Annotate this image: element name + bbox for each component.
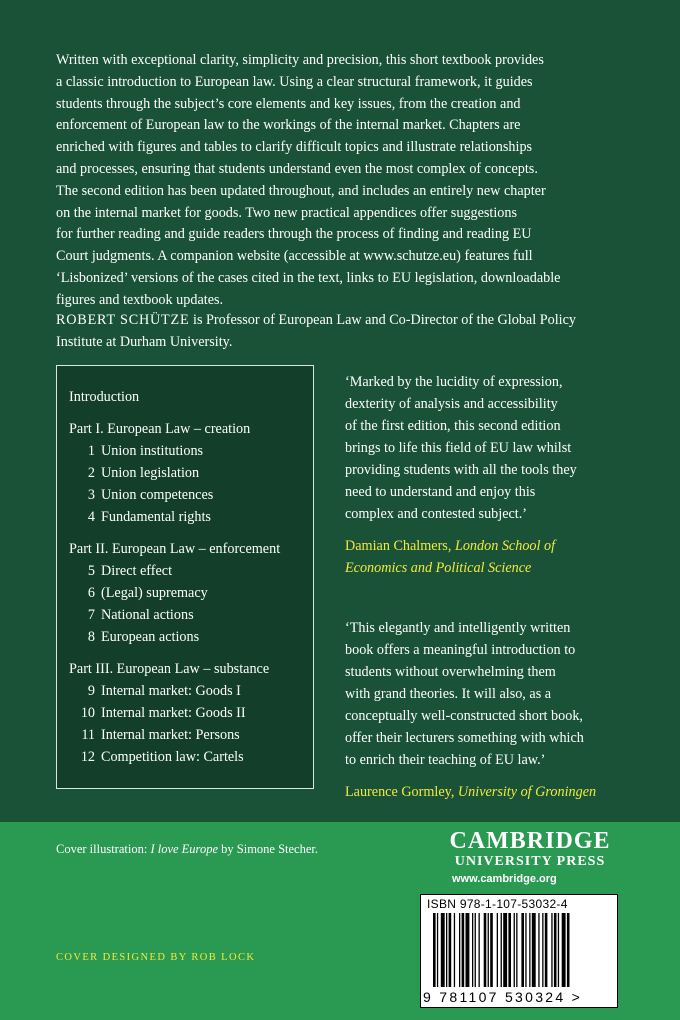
publisher-name: CAMBRIDGE [449,828,611,854]
review-quote: ‘This elegantly and intelligently written book offers a meaningful introduction to students without overwhelming them with grand theories. It will also, as a conceptually well-constructed short book, offer their lecturers something with which to enrich their teaching of EU law.’ Laurence Gormley, University of Groningen [345,617,635,803]
toc-chapter: 4 Fundamental rights [87,509,211,525]
quote-attribution: Laurence Gormley, University of Groningen [345,784,597,800]
toc-chapter: 11 Internal market: Persons [81,727,240,743]
barcode-bar [433,913,436,987]
toc-chapter: 8 European actions [87,629,200,645]
barcode-bar [446,913,447,987]
blurb-line: enriched with figures and tables to clarify difficult topics and illustrate relationships [56,139,533,156]
book-blurb [56,50,634,312]
publisher-subtitle: UNIVERSITY PRESS [454,854,606,869]
blurb-line: on the internal market for goods. Two new practical appendices offer suggestions [56,204,518,221]
barcode-bar [514,913,515,987]
barcode-bar [508,913,511,987]
isbn-digits: 9 781107 530324 > [423,989,583,1005]
barcode-bar [554,913,557,987]
blurb-line: ‘Lisbonized’ versions of the cases cited in the text, links to EU legislation, downloadable [56,269,561,286]
barcode-bar [525,913,526,987]
barcode-bar [466,913,470,987]
barcode-bar [503,913,507,987]
barcode-bar [562,913,566,987]
barcode-bar [516,913,517,987]
barcode-bar [532,913,536,987]
author-bio [56,310,634,354]
blurb-line: Written with exceptional clarity, simplicity and precision, this short textbook provides [56,52,544,68]
bio-text: Institute at Durham University. [56,333,233,350]
barcode-bar [542,913,543,987]
toc-intro: Introduction [69,389,140,405]
toc-chapter: 9 Internal market: Goods I [87,683,241,699]
toc-chapter: 2 Union legislation [87,465,200,481]
author-name: ROBERT SCHÜTZE [56,312,190,328]
barcode-bar [459,913,460,987]
blurb-line: students through the subject’s core elements and key issues, from the creation and [56,95,521,112]
table-of-contents [56,365,314,789]
barcode-bar [490,913,493,987]
toc-chapter: 6 (Legal) supremacy [87,585,208,601]
blurb-line: and processes, ensuring that students understand even the most complex of concepts. [56,160,538,177]
bottom-panel [0,822,680,1020]
blurb-line: for further reading and guide readers through the process of finding and reading EU [56,226,532,243]
barcode-bar [441,913,445,987]
barcode-bar [475,913,476,987]
publisher-logo [430,828,630,888]
barcode-bar [488,913,489,987]
isbn-barcode [420,894,618,1008]
blurb-line: a classic introduction to European law. Using a clear structural framework, it guides [56,73,533,90]
barcode-bar [551,913,552,987]
cover-illustration-credit: Cover illustration: I love Europe by Simone Stecher. [56,842,319,856]
blurb-line: The second edition has been updated throughout, and includes an entirely new chapter [56,182,546,199]
barcode-bar [529,913,530,987]
blurb-line: enforcement of European law to the workings of the internal market. Chapters are [56,117,521,134]
barcode-bar [449,913,452,987]
bio-text: is Professor of European Law and Co-Director of the Global Policy [189,312,576,328]
barcode-bar [479,913,480,987]
toc-part-title: Part III. European Law – substance [69,661,270,677]
quote-attribution: Damian Chalmers, London School of Economics and Political Science [345,538,556,576]
isbn-label: ISBN 978-1-107-53032-4 [427,897,568,911]
barcode-bar [454,913,455,987]
toc-chapter: 1 Union institutions [87,443,204,459]
blurb-line: figures and textbook updates. [56,291,224,308]
barcode-bar [484,913,487,987]
barcode-bar [538,913,539,987]
barcode-bar [497,913,498,987]
barcode-bar [462,913,465,987]
barcode-bar [501,913,502,987]
barcode-bars [433,913,609,987]
toc-chapter: 3 Union competences [87,487,214,503]
review-quotes [345,371,635,803]
barcode-bar [437,913,438,987]
toc-chapter: 12 Competition law: Cartels [80,749,244,765]
cover-designer-credit: COVER DESIGNED BY ROB LOCK [56,952,256,963]
barcode-bar [558,913,559,987]
toc-part-title: Part I. European Law – creation [69,421,251,437]
toc-chapter: 7 National actions [87,607,194,623]
blurb-line: Court judgments. A companion website (accessible at www.schutze.eu) features full [56,248,533,265]
barcode-bar [545,913,548,987]
publisher-url: www.cambridge.org [452,873,557,885]
toc-chapter: 5 Direct effect [87,563,173,579]
barcode-bar [567,913,570,987]
toc-chapter: 10 Internal market: Goods II [80,705,246,721]
review-quote: ‘Marked by the lucidity of expression, dexterity of analysis and accessibility of the first edition, this second edition brings to life this field of EU law whilst providing students with all the tools they need to understand and enjoy this complex and contested subject.’ Damian Chalmers, London School of Economics and Political Science [345,371,635,579]
barcode-bar [472,913,473,987]
barcode-bar [521,913,524,987]
toc-part-title: Part II. European Law – enforcement [69,541,281,557]
